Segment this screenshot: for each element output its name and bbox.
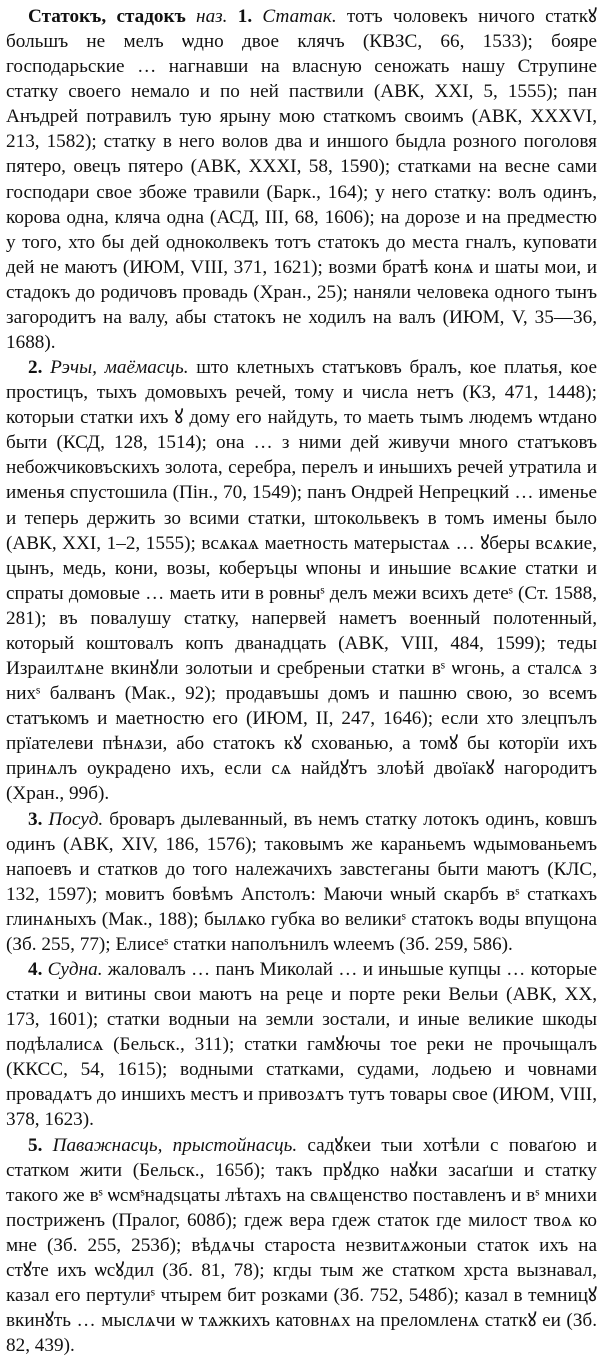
sense-number: 5. bbox=[28, 1134, 43, 1156]
sense-citations: жаловалъ … панъ Миколай … и иньшые купцы … которые статки и витины свои маютъ на реце и порте реки Вельи (АВК, XX, 173, 1601); статки водныи на земли зостали, и иные великие шкоды подѣлалисѧ (Бельск., 311); статки гамꙋючы тое реки не прочыщалъ (ККСС, 54, 1615); водными статками, судами, лодьею и човнами провадѧтъ до иншихъ местъ и привозѧтъ тутъ товары свое (ИЮМ, VIII, 378, 1623). bbox=[6, 958, 598, 1131]
sense-gloss: Статак. bbox=[262, 6, 337, 27]
sense-number: 4. bbox=[28, 958, 43, 980]
sense-number: 2. bbox=[28, 357, 43, 379]
sense-citations: што клетныхъ статъковъ бралъ, кое платья, кое простицъ, тыхъ домовыхъ речей, тому и числа нетъ (КЗ, 471, 1448); которыи статки ихъ ꙋ дому его найдуть, то маеть тымъ людемъ ѡтдано быти (КСД, 128, 1514); она … з ними дей живучи много статъковъ небожчиковъскихъ золота, серебра, перелъ и иньшихъ речей утратила и именья спустошила (Пін., 70, 1549); панъ Ондрей Непрецкий … именье и теперь держить зо всими статки, штокольвекъ в томъ имены было (АВК, XXI, 1–2, 1555); всѧкаѧ маетность матерыстаѧ … ꙋберы всѧкие, цынъ, медь, кони, возы, коберъцы ѡпоны и иньшие всѧкие статки и спраты домовые … маеть ити в ровныˢ делъ межи всихъ детеˢ (Ст. 1588, 281); въ повалушу статку, напервей наметъ военный полотенный, который коштовалъ копъ дванадцать (АВК, VIII, 484, 1599); теды Израилтѧне вкинꙋли золотыи и сребреныи статки вˢ ѡгонь, а сталсѧ з нихˢ балванъ (Мак., 92); продавъшы домъ и пашню свою, зо всемъ статъкомъ и маетностю его (ИЮМ, II, 247, 1646); если хто злецпълъ прїателеви пѣнѧзи, або статокъ кꙋ схованью, а томꙋ бы которїи ихъ принѧлъ оукрадено ихъ, если сѧ найдꙋтъ злоѣй двоїакꙋ нагородитъ (Хран., 99б). bbox=[6, 357, 598, 805]
sense-3-paragraph bbox=[6, 807, 597, 957]
sense-citations: тотъ чоловекъ ничого статкꙋ большъ не мелъ ѡдно двое клячъ (КВЗС, 66, 1533); бояре господарьские … нагнавши на власную сеножать нашу Струпине статку своего немало и по ней паствили (АВК, XXI, 5, 1555); пан Анъдрей потравилъ тую ярыну мою статкомъ своимъ (АВК, XXXVI, 213, 1582); статку в него волов два и иншого быдла розного поголовя пятеро, овецъ пятеро (АВК, XXXI, 58, 1590); статками на весне сами господари свое збоже травили (Барк., 164); у него статку: волъ одинъ, корова одна, кляча одна (АСД, III, 68, 1606); на дорозе и на предместю у того, хто бы дей одноколвекъ тотъ статокъ до места гналъ, куповати дей не маютъ (ИЮМ, VIII, 371, 1621); возми братѣ конѧ и шаты мои, и стадокъ до родичовъ провадь (Хран., 25); наняли человека одного тынъ загородитъ на валу, абы статокъ не ходилъ на валъ (ИЮМ, V, 35—36, 1688). bbox=[6, 6, 598, 354]
sense-gloss: Рэчы, маёмасць. bbox=[50, 357, 189, 379]
sense-5-paragraph bbox=[6, 1133, 597, 1359]
grammar-label: наз. bbox=[196, 6, 228, 27]
sense-4-paragraph bbox=[6, 957, 597, 1133]
sense-gloss: Судна. bbox=[47, 958, 103, 980]
sense-number: 1. bbox=[237, 6, 253, 27]
sense-gloss: Паважнасць, прыстойнасць. bbox=[52, 1134, 298, 1156]
sense-1-paragraph bbox=[6, 4, 597, 355]
headword: Статокъ, стадокъ bbox=[28, 6, 186, 27]
sense-number: 3. bbox=[28, 808, 43, 830]
sense-citations: броваръ дылеванный, въ немъ статку лотокъ одинъ, ковшъ одинъ (АВК, XIV, 186, 1576); таковымъ же караньемъ ѡдымованьемъ напоевъ и статков до того належачихъ завстеганы быти маютъ (КЛС, 132, 1597); мовитъ бовѣмъ Апстолъ: Маючи ѡный скарбъ вˢ статкахъ глинѧныхъ (Мак., 188); былѧко губка во великиˢ статокъ воды впущона (Зб. 255, 77); Елисеˢ статки наполънилъ ѡлеемъ (Зб. 259, 586). bbox=[6, 808, 597, 955]
sense-2-paragraph bbox=[6, 355, 597, 806]
sense-gloss: Посуд. bbox=[48, 808, 104, 830]
sense-citations: садꙋкеи тыи хотѣли с поваґою и статком жити (Бельск., 165б); такъ прꙋдко наꙋки засаґши и статку такого же вˢ ѡсмˢнадѕцаты лѣтахъ на свѧщенство поставленъ и вˢ мнихи постриженъ (Пралог, 608б); гдеж вера гдеж статок где милост твоѧ ко мне (Зб. 255, 253б); вѣдѧчы староста незвитѧжоныи статок ихъ на стꙋте ихъ ѡсꙋдил (Зб. 81, 78); кгды тым же статком хрста вызнавал, казал его пертулиˢ чтырем бит розками (Зб. 752, 548б); казал в темницꙋ вкинꙋть … мыслѧчи ѡ тѧжкихъ катовнѧх на преломленѧ статкꙋ еи (Зб. 82, 439). bbox=[6, 1134, 598, 1357]
